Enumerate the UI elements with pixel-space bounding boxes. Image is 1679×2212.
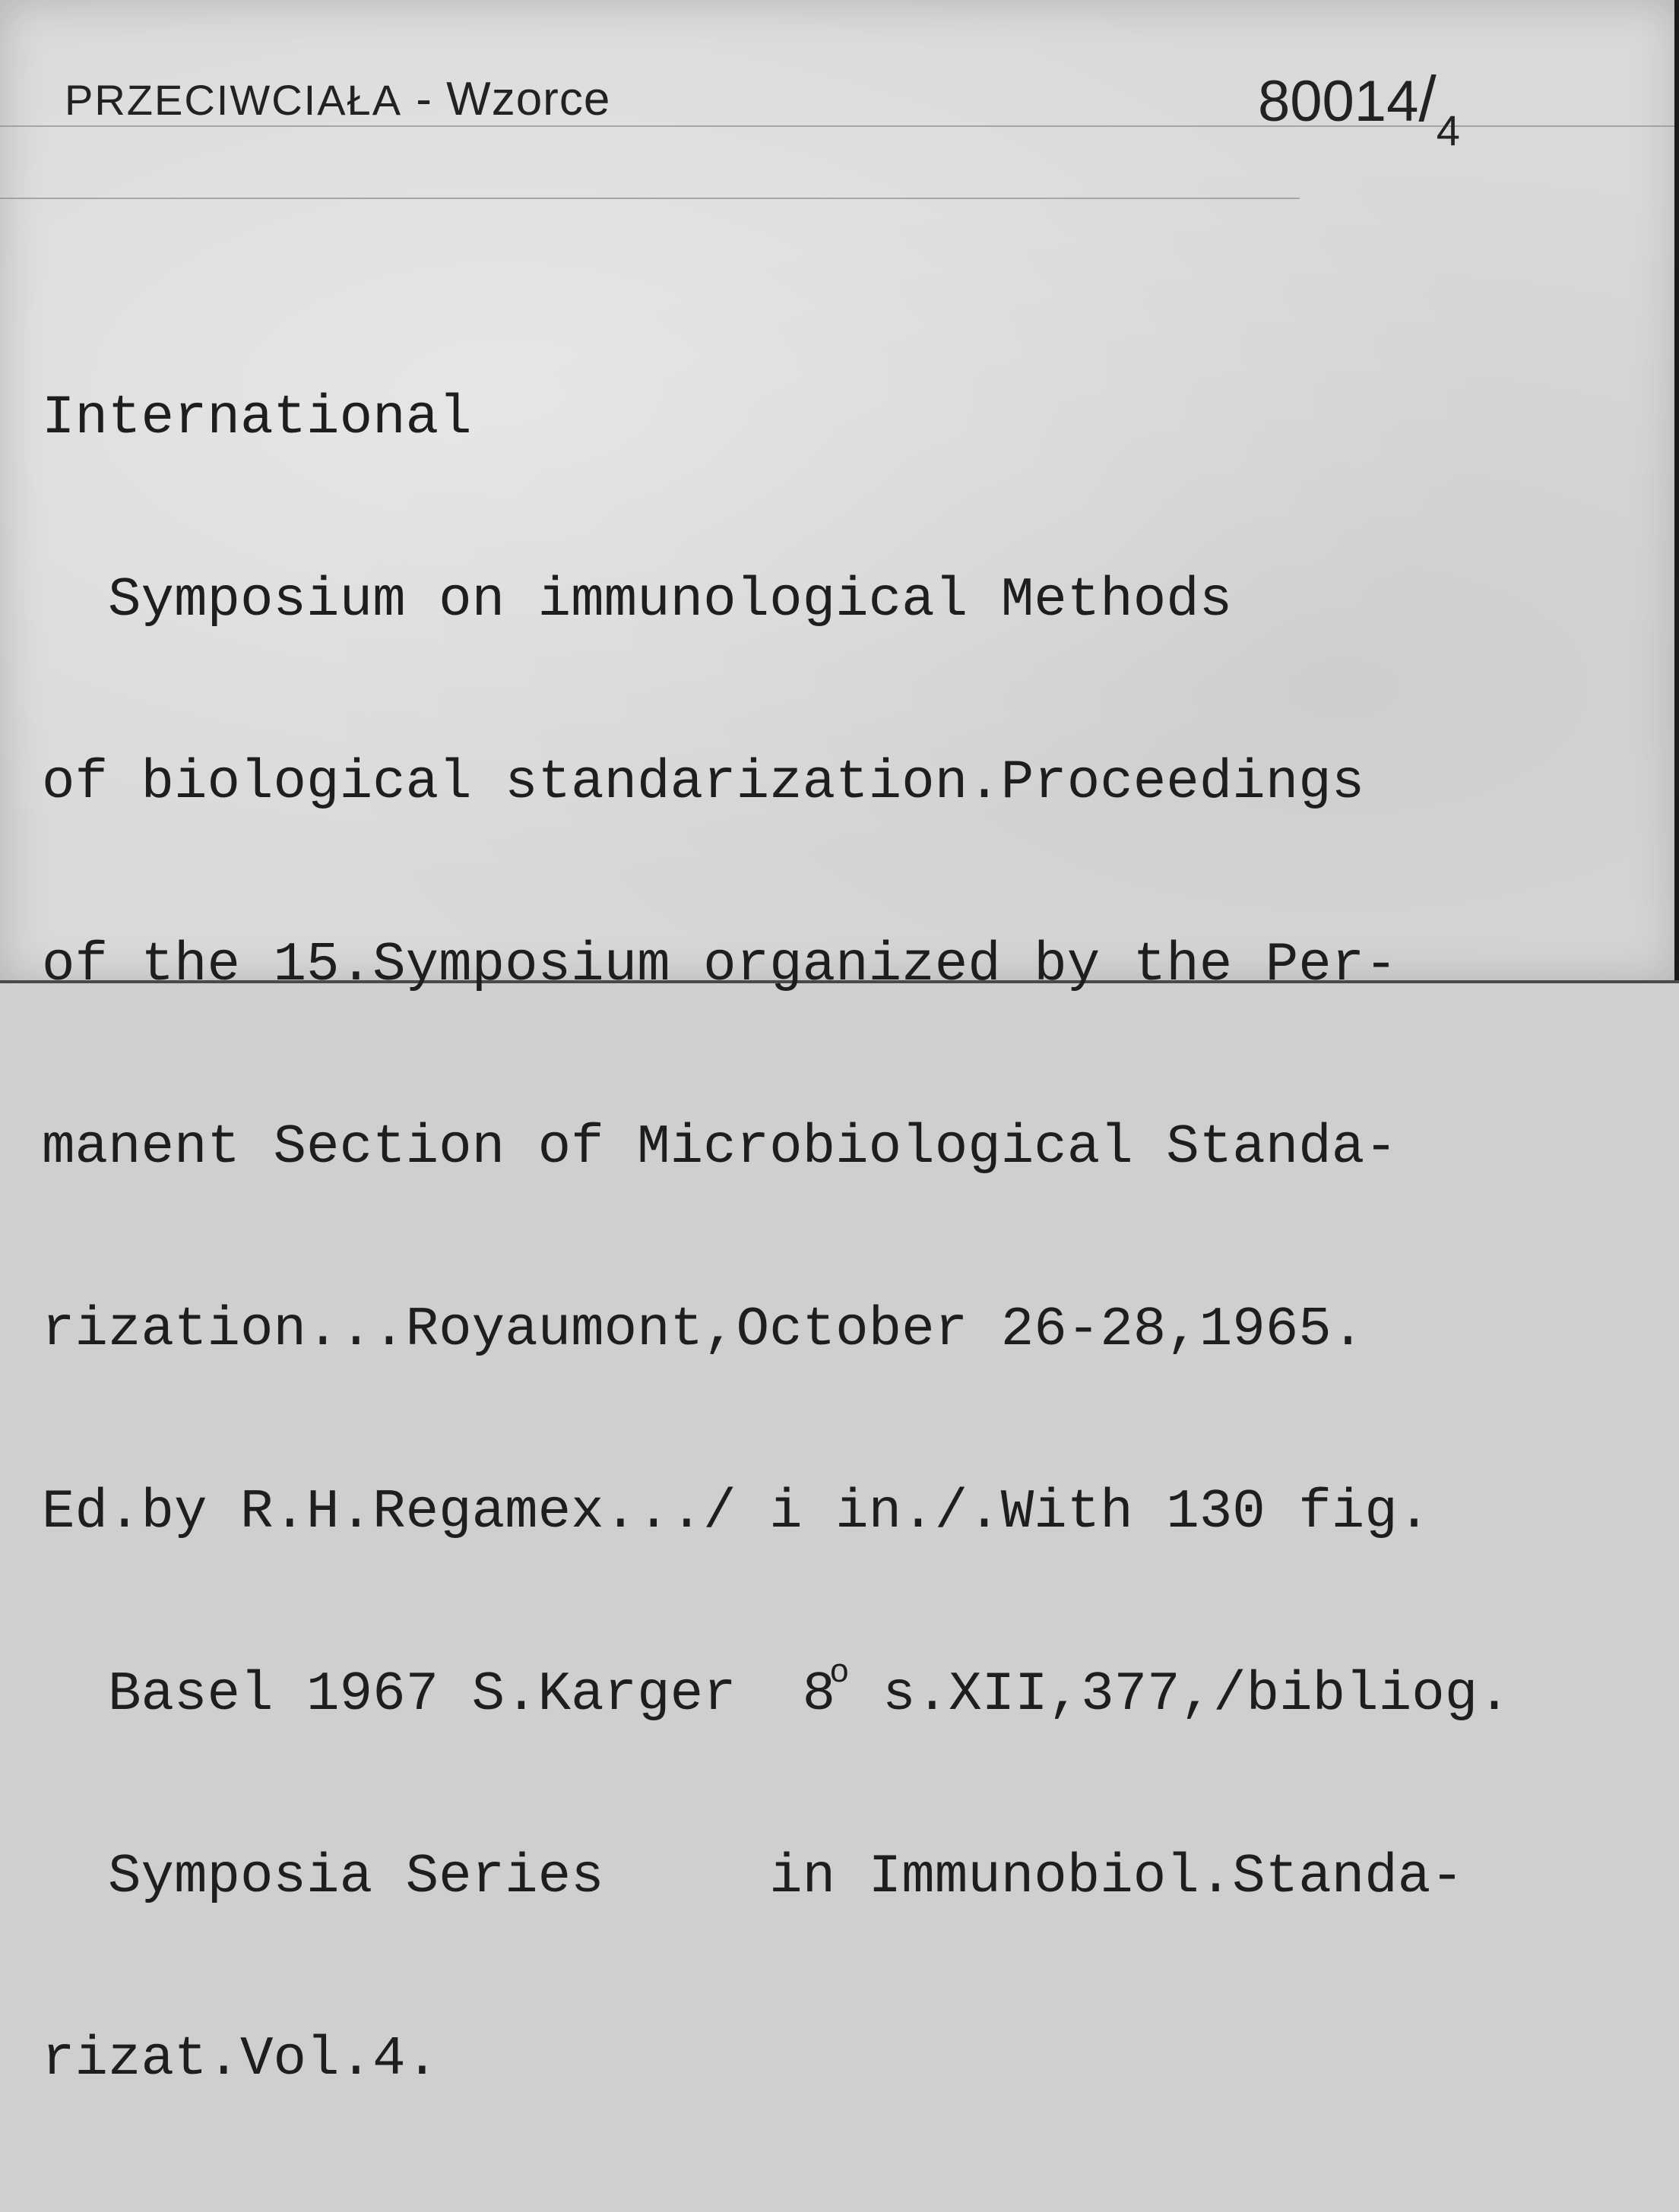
subject-subdivision: Wzorce [446, 73, 611, 125]
entry-line: of biological standarization.Proceedings [42, 752, 1365, 814]
entry-line: rization...Royaumont,October 26-28,1965. [42, 1299, 1365, 1361]
entry-line: Symposium on immunological Methods [42, 569, 1233, 631]
entry-line: Ed.by R.H.Regamex.../ i in./.With 130 fig. [42, 1481, 1431, 1543]
entry-line: manent Section of Microbiological Standa- [42, 1116, 1398, 1179]
bibliographic-entry [42, 266, 1511, 2211]
entry-line: International [42, 387, 472, 449]
imprint-text: Basel 1967 S.Karger 8 [42, 1663, 836, 1726]
collation-text: s.XII,377,/bibliog. [849, 1663, 1511, 1726]
card-second-rule [0, 198, 1300, 199]
call-number-volume: 4 [1436, 106, 1460, 154]
series-line: Symposia Series in Immunobiol.Standa- [42, 1846, 1464, 1908]
entry-line: of the 15.Symposium organized by the Per- [42, 934, 1398, 996]
call-number [1258, 62, 1460, 154]
subject-term: PRZECIWCIAŁA [65, 76, 403, 124]
heading-separator: - [402, 73, 447, 125]
call-number-slash: / [1418, 63, 1437, 134]
imprint-line [42, 1654, 1511, 1726]
card-right-edge [1674, 0, 1679, 983]
call-number-main: 80014 [1258, 69, 1419, 134]
subject-heading [65, 72, 610, 126]
format-degree-mark: o [829, 1654, 850, 1692]
series-line: rizat.Vol.4. [42, 2028, 439, 2090]
